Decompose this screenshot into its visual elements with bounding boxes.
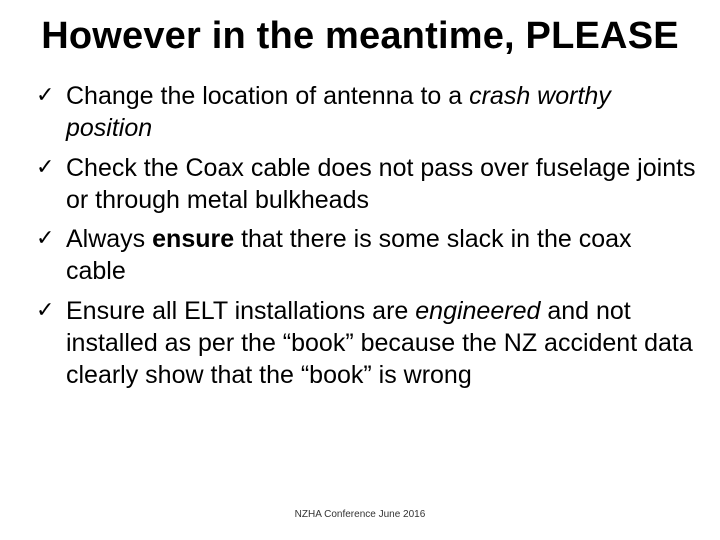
bullet-text-segment: and not installed as per the “book” because the NZ accident data clearly show that the “book” is wrong bbox=[66, 297, 693, 389]
bullet-list bbox=[36, 80, 696, 391]
bullet-text-segment: Check the Coax cable does not pass over fuselage joints or through metal bulkheads bbox=[66, 154, 696, 214]
check-mark-icon: ✓ bbox=[36, 298, 55, 323]
bullet-text-segment: Change the location of antenna to a bbox=[66, 82, 470, 110]
check-mark-icon: ✓ bbox=[36, 226, 55, 251]
slide-title: However in the meantime, PLEASE bbox=[41, 15, 679, 57]
slide-footer: NZHA Conference June 2016 bbox=[294, 509, 426, 520]
bullet-text bbox=[66, 154, 696, 214]
bullet-text bbox=[66, 82, 611, 142]
check-mark-icon: ✓ bbox=[36, 83, 55, 108]
bullet-emphasis-italic: crash worthy position bbox=[66, 82, 611, 142]
bullet-emphasis-italic: engineered bbox=[415, 297, 541, 325]
bullet-text-segment: that there is some slack in the coax cable bbox=[66, 225, 632, 285]
bullet-item bbox=[36, 223, 696, 287]
bullet-text-segment: Always bbox=[66, 225, 153, 253]
bullet-text-segment: Ensure all ELT installations are bbox=[66, 297, 416, 325]
check-mark-icon: ✓ bbox=[36, 155, 55, 180]
bullet-item bbox=[36, 80, 696, 144]
bullet-text bbox=[66, 297, 693, 389]
bullet-item bbox=[36, 152, 696, 216]
bullet-item bbox=[36, 295, 696, 391]
bullet-text bbox=[66, 225, 632, 285]
bullet-emphasis-bold: ensure bbox=[152, 225, 235, 253]
